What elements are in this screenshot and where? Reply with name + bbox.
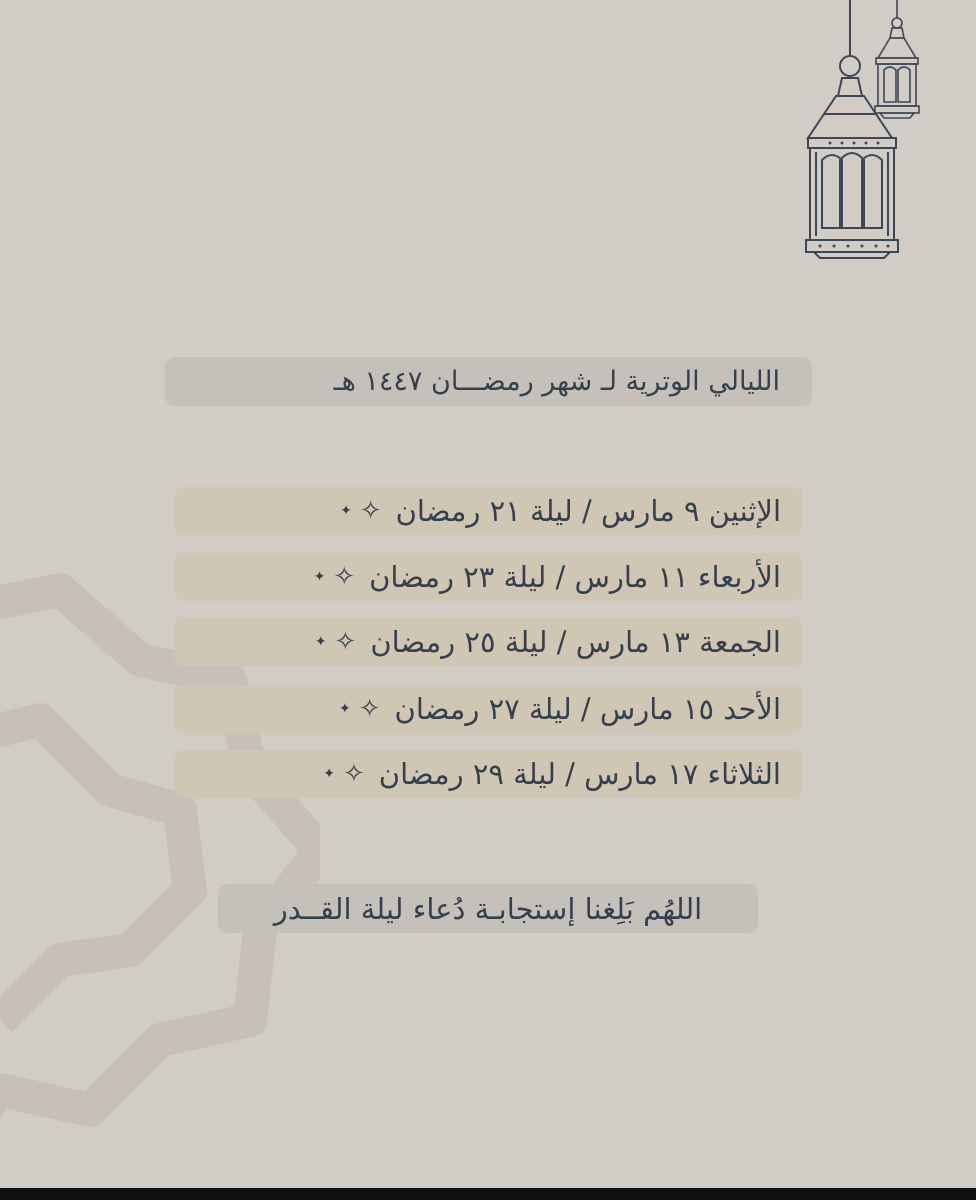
sparkle-icon: ✧ ✦ [323,759,365,789]
night-label: الإثنين ٩ مارس / ليلة ٢١ رمضان [395,494,781,528]
bottom-bar [0,1188,976,1200]
list-item [174,618,803,666]
list-item [174,685,803,733]
night-label: الجمعة ١٣ مارس / ليلة ٢٥ رمضان [370,625,781,659]
list-item [174,553,803,601]
night-label: الأحد ١٥ مارس / ليلة ٢٧ رمضان [394,692,781,726]
sparkle-icon: ✧ ✦ [340,496,382,526]
page-title: الليالي الوترية لـ شهر رمضـــان ١٤٤٧ هـ [333,366,780,397]
dua-text: اللهُم بَلِغنا إستجابـة دُعاء ليلة القــدر [273,891,703,926]
night-label: الثلاثاء ١٧ مارس / ليلة ٢٩ رمضان [378,757,781,791]
sparkle-icon: ✧ ✦ [338,694,381,724]
list-item [174,750,803,798]
page-title-pill [165,357,812,406]
list-item [174,487,803,535]
lantern-icon [870,0,924,122]
night-label: الأربعاء ١١ مارس / ليلة ٢٣ رمضان [369,560,781,594]
sparkle-icon: ✧ ✦ [313,562,356,592]
dua-pill [218,884,758,933]
sparkle-icon: ✧ ✦ [314,627,357,657]
